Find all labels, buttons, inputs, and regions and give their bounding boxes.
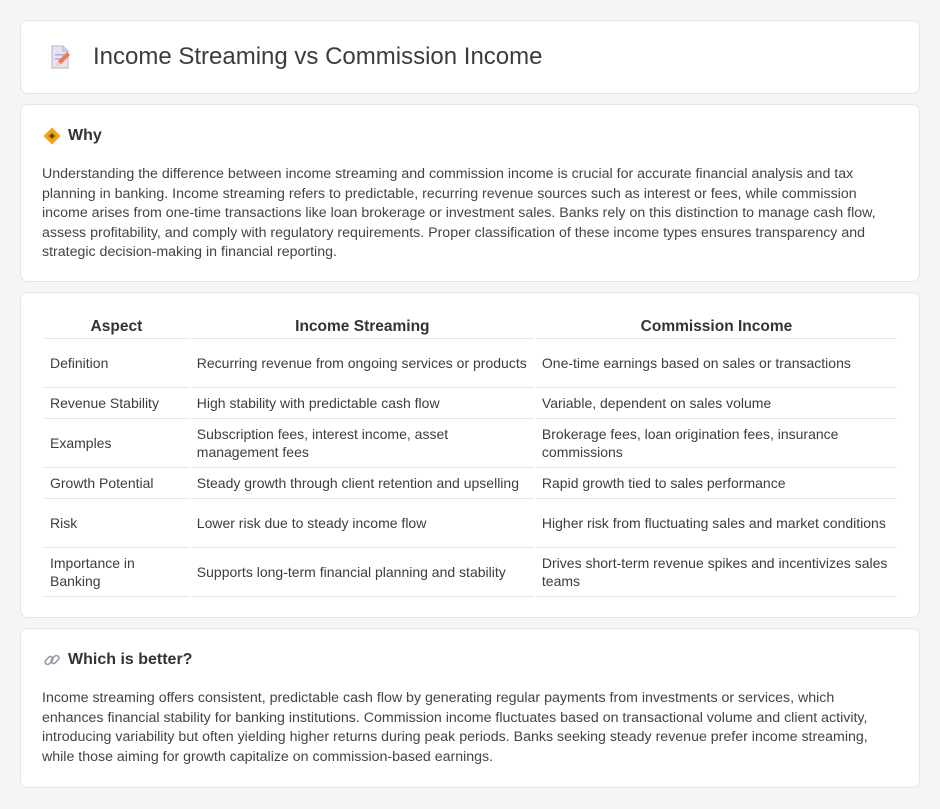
table-row [44,468,897,499]
header-commission-income: Commission Income [536,315,897,339]
table-row [44,339,897,388]
header-row [21,21,919,93]
row-aspect: Definition [44,339,189,388]
header-aspect: Aspect [44,315,189,339]
why-heading [43,127,102,145]
row-commission-income: Higher risk from fluctuating sales and market conditions [536,499,897,548]
row-aspect: Risk [44,499,189,548]
document-pencil-icon [47,44,73,70]
table-row [44,419,897,468]
row-income-streaming: High stability with predictable cash flow [191,388,534,419]
diamond-sign-icon [43,127,61,145]
link-icon [43,651,61,669]
row-aspect: Importance in Banking [44,548,189,597]
row-commission-income: Brokerage fees, loan origination fees, insurance commissions [536,419,897,468]
comparison-card [20,292,920,618]
which-is-better-card [20,628,920,788]
row-commission-income: Drives short-term revenue spikes and incentivizes sales teams [536,548,897,597]
better-title: Which is better? [68,651,193,668]
header-card [20,20,920,94]
row-commission-income: Rapid growth tied to sales performance [536,468,897,499]
row-aspect: Examples [44,419,189,468]
row-aspect: Revenue Stability [44,388,189,419]
row-aspect: Growth Potential [44,468,189,499]
why-title: Why [68,127,102,144]
page-title: Income Streaming vs Commission Income [93,43,543,70]
better-text: Income streaming offers consistent, predictable cash flow by generating regular payments from investments or services, which enhances financial stability for banking institutions. Commission income fluctuates based on transactional volume and client activity, introducing variability but often yielding higher returns during peak periods. Banks seeking steady revenue prefer income streaming, while those aiming for growth capitalize on commission-based earnings. [42,690,868,765]
better-heading [43,651,192,669]
row-income-streaming: Subscription fees, interest income, asset management fees [191,419,534,468]
row-commission-income: Variable, dependent on sales volume [536,388,897,419]
comparison-table [42,315,899,597]
row-income-streaming: Lower risk due to steady income flow [191,499,534,548]
why-card [20,104,920,282]
table-row [44,499,897,548]
table-header-row [44,315,897,339]
table-row [44,548,897,597]
row-income-streaming: Recurring revenue from ongoing services or products [191,339,534,388]
table-row [44,388,897,419]
row-income-streaming: Supports long-term financial planning and stability [191,548,534,597]
why-text: Understanding the difference between income streaming and commission income is crucial for accurate financial analysis and tax planning in banking. Income streaming refers to predictable, recurring revenue sources such as interest or fees, while commission income arises from one-time transactions like loan brokerage or investment sales. Banks rely on this distinction to manage cash flow, assess profitability, and comply with regulatory requirements. Proper classification of these income types ensures transparency and strategic decision-making in financial reporting. [42,166,876,261]
row-commission-income: One-time earnings based on sales or transactions [536,339,897,388]
row-income-streaming: Steady growth through client retention and upselling [191,468,534,499]
header-income-streaming: Income Streaming [191,315,534,339]
